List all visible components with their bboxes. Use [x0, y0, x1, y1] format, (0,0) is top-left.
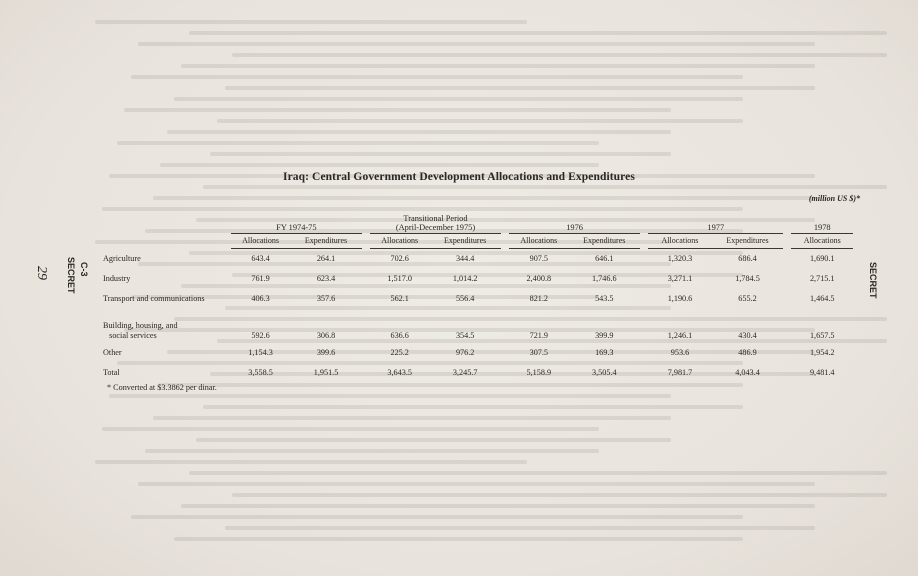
table-cell: 4,043.4	[735, 368, 760, 377]
row-label: Other	[103, 348, 122, 357]
table-cell: 907.5	[529, 254, 549, 263]
table-cell: 646.1	[595, 254, 614, 263]
table-cell: 3,558.5	[248, 368, 273, 377]
column-subheader: Allocations	[509, 234, 568, 249]
table-cell: 636.6	[390, 331, 409, 340]
table-cell: 821.2	[529, 294, 549, 303]
table-row	[103, 249, 853, 270]
table-cell: 3,643.5	[387, 368, 412, 377]
table-cell: 1,246.1	[667, 331, 693, 340]
table-cell: 721.9	[529, 331, 549, 340]
table-cell: 9,481.4	[809, 368, 835, 377]
row-label: Industry	[103, 274, 131, 283]
column-subheader: Expenditures	[712, 234, 784, 249]
table-cell: 1,014.2	[452, 274, 478, 283]
table-cell: 357.6	[316, 294, 336, 303]
table-row	[103, 363, 853, 383]
table-cell: 2,715.1	[809, 274, 835, 283]
page-number: 29	[34, 266, 49, 280]
table-cell: 1,690.1	[809, 254, 835, 263]
column-group-header: 1977	[648, 208, 783, 234]
row-label: Transport and communications	[103, 294, 205, 303]
column-group-header: 1978	[791, 208, 853, 234]
table-cell: 702.6	[390, 254, 409, 263]
table-cell: 399.6	[316, 348, 336, 357]
table-cell: 406.3	[251, 294, 270, 303]
table-cell: 486.9	[738, 348, 757, 357]
table-cell: 655.2	[738, 294, 757, 303]
footnote: * Converted at $3.3862 per dinar.	[107, 383, 217, 392]
table-cell: 1,517.0	[387, 274, 412, 283]
table-cell: 7,981.7	[667, 368, 693, 377]
table-cell: 306.8	[316, 331, 336, 340]
table-cell: 686.4	[738, 254, 757, 263]
table-cell: 623.4	[316, 274, 336, 283]
row-label: Agriculture	[103, 253, 141, 263]
table-cell: 169.3	[595, 348, 614, 357]
table-cell: 1,657.5	[809, 331, 835, 340]
row-label: Total	[103, 368, 120, 377]
table-cell: 556.4	[455, 294, 475, 303]
table-row	[103, 269, 853, 289]
table-row	[103, 289, 853, 309]
table-cell: 3,271.1	[667, 274, 693, 283]
table-cell: 562.1	[390, 294, 409, 303]
column-group-header: 1976	[509, 208, 640, 234]
left-code: C-3	[79, 262, 89, 277]
table-title: Iraq: Central Government Development Allocations and Expenditures	[283, 171, 635, 183]
table-cell: 1,954.2	[809, 348, 835, 357]
column-subheader: Expenditures	[290, 234, 362, 249]
table-cell: 1,746.6	[592, 274, 617, 283]
table-cell: 3,505.4	[592, 368, 617, 377]
table-cell: 1,784.5	[735, 274, 760, 283]
left-classification: SECRET	[66, 257, 76, 294]
table-cell: 592.6	[251, 331, 270, 340]
table-cell: 3,245.7	[452, 368, 478, 377]
table-cell: 1,154.3	[248, 348, 273, 357]
table-cell: 354.5	[455, 331, 475, 340]
table-cell: 953.6	[670, 348, 690, 357]
table-cell: 643.4	[251, 254, 270, 263]
table-cell: 1,464.5	[809, 294, 835, 303]
right-classification: SECRET	[868, 262, 878, 299]
table-row	[103, 309, 853, 343]
row-label: Building, housing, and social services	[103, 321, 178, 340]
table-cell: 2,400.8	[526, 274, 552, 283]
column-subheader: Allocations	[648, 234, 711, 249]
table-cell: 1,320.3	[667, 254, 693, 263]
table-cell: 430.4	[738, 331, 757, 340]
table-cell: 344.4	[455, 254, 475, 263]
table-cell: 399.9	[595, 331, 614, 340]
table-cell: 976.2	[455, 348, 475, 357]
table-cell: 5,158.9	[526, 368, 552, 377]
table-cell: 264.1	[316, 254, 336, 263]
column-subheader: Allocations	[791, 234, 853, 249]
table-row	[103, 343, 853, 363]
column-subheader: Allocations	[231, 234, 290, 249]
table-cell: 543.5	[595, 294, 614, 303]
table-cell: 761.9	[251, 274, 270, 283]
column-subheader: Expenditures	[429, 234, 501, 249]
table-cell: 225.2	[390, 348, 409, 357]
units-note: (million US $)*	[808, 194, 860, 203]
allocations-table	[103, 208, 853, 383]
table-cell: 1,951.5	[313, 368, 339, 377]
table-cell: 307.5	[529, 348, 549, 357]
column-group-header: Transitional Period (April-December 1975)	[370, 208, 501, 234]
column-subheader: Allocations	[370, 234, 429, 249]
column-subheader: Expenditures	[568, 234, 640, 249]
table-cell: 1,190.6	[667, 294, 693, 303]
column-group-header: FY 1974-75	[231, 208, 362, 234]
